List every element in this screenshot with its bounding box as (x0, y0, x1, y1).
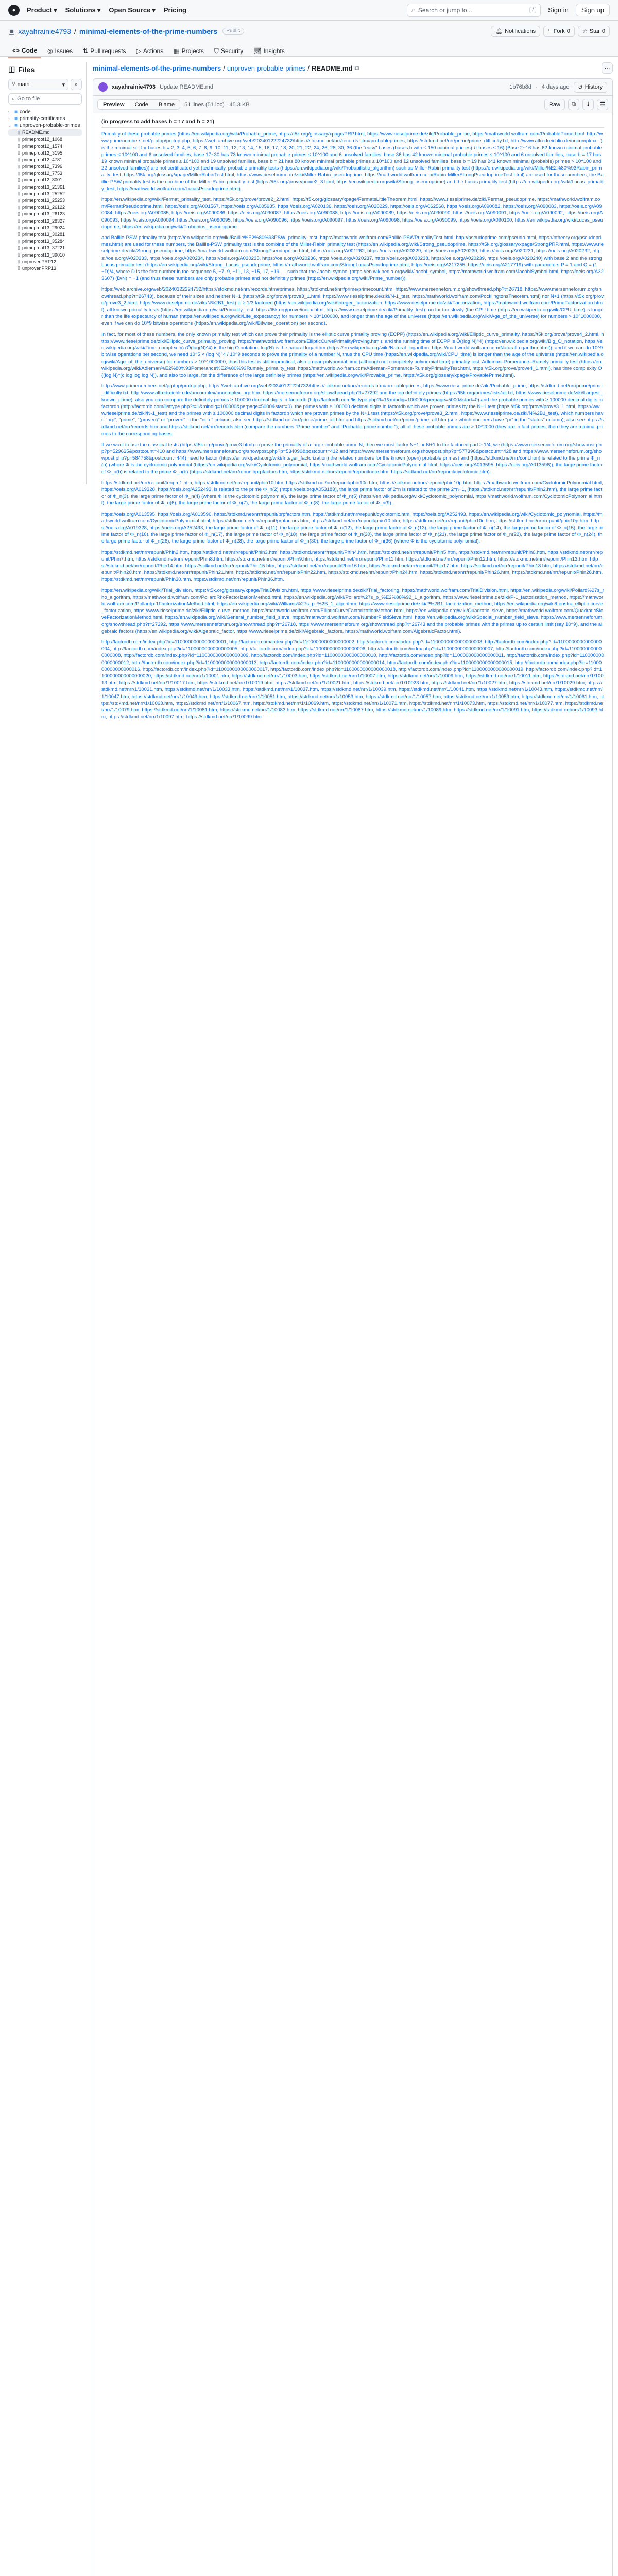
list-icon: ☰ (600, 101, 605, 108)
raw-button[interactable]: Raw (544, 99, 565, 110)
fork-count: 0 (566, 28, 570, 35)
star-label: Star (589, 28, 600, 35)
tree-item-label: primeproof12_1068 (22, 137, 63, 142)
tab-projects-label: Projects (181, 47, 204, 55)
readme-content (93, 113, 612, 2576)
tree-file[interactable] (8, 197, 82, 204)
repo-tabs (8, 44, 610, 58)
file-icon: ▯ (18, 197, 20, 203)
tab-pull-requests-label: Pull requests (90, 47, 126, 55)
tree-file[interactable] (8, 149, 82, 156)
history-button[interactable] (574, 82, 607, 93)
commit-author-link[interactable]: xayahrainie4793 (112, 84, 156, 90)
file-icon: ▯ (18, 177, 20, 182)
notifications-button[interactable] (491, 26, 540, 37)
sign-in-link[interactable]: Sign in (548, 6, 569, 14)
fork-button[interactable] (543, 26, 575, 37)
tree-item-label: primeproof13_35284 (22, 239, 65, 244)
breadcrumb-separator: / (223, 64, 225, 72)
sidebar-toggle-icon[interactable]: ◫ (8, 65, 15, 73)
fork-icon: ⑂ (548, 28, 552, 35)
github-logo-icon[interactable]: ● (8, 5, 20, 16)
nav-open-source-label: Open Source (109, 6, 151, 14)
readme-text-link[interactable]: If we want to use the classical tests (https://t5k.org/prove/prove3.html) to prove the primality of a large probable prime N, then we must factor N−1 or N+1 to the factored part ≥ 1/4, we (https://www.mersenneforum.org/showpost.php?p=529635&postcount=410 and https://www.mersenneforum.org/showpost.php?p=534090&postcount=412 and https://www.mersenneforum.org/showpost.php?p=577396&postcount=428 and https://www.mersenneforum.org/showpost.php?p=584758&postcount=444) need to factor (https://en.wikipedia.org/wiki/Integer_factorization) the related numbers for the known (open) probable primes) and (https://stdkmd.net/nrr/cont.htm) is related to the prime Φ_n(b) (where Φ is the cyclotomic polynomial (https://en.wikipedia.org/wiki/Cyclotomic_polynomial, https://mathworld.wolfram.com/CyclotomicPolynomial.html, https://oeis.org/A013595, https://oeis.org/A013596)), the large prime factor of Φ_n(b) is related to the prime Φ_n(b) (https://stdkmd.net/nrr/repunit/prpfactors.htm, https://stdkmd.net/nrr/repunit/repunitnote.htm, https://stdkmd.net/nrr/repunit/cyclotomic.htm). (101, 442, 603, 475)
nav-product-label: Product (27, 6, 53, 14)
nav-open-source[interactable] (109, 6, 155, 14)
repo-title-row (8, 26, 610, 37)
readme-paragraph (101, 549, 604, 583)
readme-heading: (in progress to add bases b = 17 and b = 21) (101, 118, 604, 128)
breadcrumb-folder[interactable]: unproven-probable-primes (227, 64, 306, 72)
tree-item-label: primeproof13_28327 (22, 218, 65, 224)
main-content (93, 62, 613, 2576)
tree-item-label: primality-certificates (20, 116, 65, 122)
readme-text-link[interactable]: http://factordb.com/index.php?id=1100000000000000001, http://factordb.com/index.php?id=1100000000000000002, http://factordb.com/index.php?id=1100000000000000003, http://factordb.com/index.php?id=1100000000000000004, http://factordb.com/index.php?id=1100000000000000005, http://factordb.com/index.php?id=1100000000000000006, http://factordb.com/index.php?id=1100000000000000007, http://factordb.com/index.php?id=1100000000000000008, http://factordb.com/index.php?id=1100000000000000009, http://factordb.com/index.php?id=1100000000000000010, http://factordb.com/index.php?id=1100000000000000011, http://factordb.com/index.php?id=1100000000000000012, http://factordb.com/index.php?id=1100000000000000013, http://factordb.com/index.php?id=1100000000000000014, http://factordb.com/index.php?id=1100000000000000015, http://factordb.com/index.php?id=1100000000000000016, http://factordb.com/index.php?id=1100000000000000017, http://factordb.com/index.php?id=1100000000000000018, http://factordb.com/index.php?id=1100000000000000019, http://factordb.com/index.php?id=1100000000000000020, https://stdkmd.net/nrr/1/10001.htm, https://stdkmd.net/nrr/1/10003.htm, https://stdkmd.net/nrr/1/10007.htm, https://stdkmd.net/nrr/1/10009.htm, https://stdkmd.net/nrr/1/10011.htm, https://stdkmd.net/nrr/1/10013.htm, https://stdkmd.net/nrr/1/10017.htm, https://stdkmd.net/nrr/1/10019.htm, https://stdkmd.net/nrr/1/10021.htm, https://stdkmd.net/nrr/1/10023.htm, https://stdkmd.net/nrr/1/10027.htm, https://stdkmd.net/nrr/1/10029.htm, https://stdkmd.net/nrr/1/10031.htm, https://stdkmd.net/nrr/1/10033.htm, https://stdkmd.net/nrr/1/10037.htm, https://stdkmd.net/nrr/1/10039.htm, https://stdkmd.net/nrr/1/10041.htm, https://stdkmd.net/nrr/1/10043.htm, https://stdkmd.net/nrr/1/10047.htm, https://stdkmd.net/nrr/1/10049.htm, https://stdkmd.net/nrr/1/10051.htm, https://stdkmd.net/nrr/1/10053.htm, https://stdkmd.net/nrr/1/10057.htm, https://stdkmd.net/nrr/1/10059.htm, https://stdkmd.net/nrr/1/10061.htm, https://stdkmd.net/nrr/1/10063.htm, https://stdkmd.net/nrr/1/10067.htm, https://stdkmd.net/nrr/1/10069.htm, https://stdkmd.net/nrr/1/10071.htm, https://stdkmd.net/nrr/1/10073.htm, https://stdkmd.net/nrr/1/10077.htm, https://stdkmd.net/nrr/1/10079.htm, https://stdkmd.net/nrr/1/10081.htm, https://stdkmd.net/nrr/1/10083.htm, https://stdkmd.net/nrr/1/10087.htm, https://stdkmd.net/nrr/1/10089.htm, https://stdkmd.net/nrr/1/10091.htm, https://stdkmd.net/nrr/1/10093.htm, https://stdkmd.net/nrr/1/10097.htm, https://stdkmd.net/nrr/1/10099.htm. (101, 639, 604, 720)
file-icon: ▯ (18, 231, 20, 237)
go-to-file-placeholder: Go to file (17, 96, 40, 102)
tab-issues[interactable] (43, 44, 77, 58)
readme-text-link[interactable]: In fact, for most of these numbers, the only known primality test which can prove their primality is the elliptic curve primality proving (ECPP) (https://en.wikipedia.org/wiki/Elliptic_curve_primality, https://t5k.org/prove/prove4_2.html, https://www.rieselprime.de/ziki/Elliptic_curve_primality_proving, https://mathworld.wolfram.com/EllipticCurvePrimalityProving.html), and the running time of ECPP is Õ((log N)^4) (https://en.wikipedia.org/wiki/Big_O_notation, https://en.wikipedia.org/wiki/Time_complexity) (Õ(log(N)^4) is the big O notation, log(N) is the natural logarithm (https://en.wikipedia.org/wiki/Natural_logarithm, https://mathworld.wolfram.com/NaturalLogarithm.html)), and if we can do 10^9 bitwise operations per second, we need 10^5 × (log N)^4 / 10^9 seconds to prove the primality of a number N, thus the CPU time (https://en.wikipedia.org/wiki/CPU_time) is longer than the age of the universe (https://en.wikipedia.org/wiki/Age_of_the_universe) for numbers > 10^1000000, thus this test is still impractical, also a near-polynomial time (although not completely polynomial time) primality test, Adleman–Pomerance–Rumely primality test (https://en.wikipedia.org/wiki/Adleman%E2%80%93Pomerance%E2%80%93Rumely_primality_test, https://mathworld.wolfram.com/Adleman-Pomerance-RumelyPrimalityTest.html, https://t5k.org/prove/prove4_1.html), has time complexity O((log N)^(c log log log N)), and also too large, for the difference of the large definitely primes (https://en.wikipedia.org/wiki/Provable_prime, https://t5k.org/glossary/xpage/ProvablePrime.html). (101, 331, 604, 378)
branch-icon: ⑂ (12, 81, 15, 88)
readme-paragraph (101, 286, 604, 327)
branch-name: main (17, 81, 30, 88)
tree-file[interactable] (8, 143, 82, 149)
file-icon: ▯ (18, 238, 20, 244)
branch-row (8, 79, 82, 90)
code-tab[interactable]: Code (130, 100, 153, 109)
tree-file[interactable] (8, 204, 82, 211)
tree-item-label: primeproof13_25252 (22, 191, 65, 196)
search-files-button[interactable] (71, 79, 82, 90)
play-icon: ▷ (136, 47, 141, 55)
tab-security[interactable] (210, 44, 247, 58)
readme-paragraph (101, 587, 604, 635)
folder-open-icon: ■ (14, 123, 18, 129)
tree-item-label: unprovenPRP12 (22, 259, 56, 264)
file-tree (8, 109, 82, 272)
issue-icon: ◎ (47, 47, 53, 55)
nav-product[interactable] (27, 6, 57, 14)
bell-icon: 🔔︎ (495, 28, 503, 35)
commit-meta (509, 82, 607, 93)
readme-text-link[interactable]: https://en.wikipedia.org/wiki/Trial_division, https://t5k.org/glossary/xpage/TrialDivision.html, https://www.rieselprime.de/ziki/Trial_factoring, https://mathworld.wolfram.com/TrialDivision.html, https://en.wikipedia.org/wiki/Pollard%27s_rho_algorithm, https://mathworld.wolfram.com/PollardRhoFactorizationMethod.html, https://en.wikipedia.org/wiki/Pollard%27s_p_%E2%88%92_1_algorithm, https://www.rieselprime.de/ziki/P-1_factorization_method, https://mathworld.wolfram.com/Pollardp-1FactorizationMethod.html, https://en.wikipedia.org/wiki/Williams%27s_p_%2B_1_algorithm, https://www.rieselprime.de/ziki/P%2B1_factorization_method, https://en.wikipedia.org/wiki/Lenstra_elliptic-curve_factorization, https://www.rieselprime.de/ziki/Elliptic_curve_method, https://mathworld.wolfram.com/EllipticCurveFactorizationMethod.html, https://en.wikipedia.org/wiki/Quadratic_sieve, https://mathworld.wolfram.com/QuadraticSieveFactorizationMethod.html, https://en.wikipedia.org/wiki/General_number_field_sieve, https://mathworld.wolfram.com/NumberFieldSieve.html, https://en.wikipedia.org/wiki/Special_number_field_sieve, https://www.mersenneforum.org/showthread.php?t=27292, https://www.mersenneforum.org/showthread.php?t=26718, https://www.mersenneforum.org/showthread.php?t=26743 and the probable primes with the primes up to certain limit (say 10^9), and the algebraic factors (https://en.wikipedia.org/wiki/Algebraic_factor, https://www.rieselprime.de/ziki/Algebraic_factors, https://mathworld.wolfram.com/AlgebraicFactor.html). (101, 587, 604, 634)
sign-up-button[interactable]: Sign up (576, 4, 610, 16)
readme-text-link[interactable]: https://stdkmd.net/nrr/repunit/Phin2.htm, https://stdkmd.net/nrr/repunit/Phin3.htm, https://stdkmd.net/nrr/repunit/Phin4.htm, https://stdkmd.net/nrr/repunit/Phin5.htm, https://stdkmd.net/nrr/repunit/Phin6.htm, https://stdkmd.net/nrr/repunit/Phin7.htm, https://stdkmd.net/nrr/repunit/Phin8.htm, https://stdkmd.net/nrr/repunit/Phin9.htm, https://stdkmd.net/nrr/repunit/Phin11.htm, https://stdkmd.net/nrr/repunit/Phin12.htm, https://stdkmd.net/nrr/repunit/Phin13.htm, https://stdkmd.net/nrr/repunit/Phin14.htm, https://stdkmd.net/nrr/repunit/Phin15.htm, https://stdkmd.net/nrr/repunit/Phin16.htm, https://stdkmd.net/nrr/repunit/Phin17.htm, https://stdkmd.net/nrr/repunit/Phin18.htm, https://stdkmd.net/nrr/repunit/Phin20.htm, https://stdkmd.net/nrr/repunit/Phin21.htm, https://stdkmd.net/nrr/repunit/Phin22.htm, https://stdkmd.net/nrr/repunit/Phin24.htm, https://stdkmd.net/nrr/repunit/Phin26.htm, https://stdkmd.net/nrr/repunit/Phin28.htm, https://stdkmd.net/nrr/repunit/Phin30.htm, https://stdkmd.net/nrr/repunit/Phin36.htm. (101, 549, 603, 583)
chevron-down-icon: ▾ (62, 81, 65, 88)
files-header (8, 62, 82, 77)
readme-paragraph (101, 131, 604, 192)
copy-path-icon[interactable]: ⧉ (354, 64, 359, 72)
tree-dir-unproven-probable-primes[interactable] (8, 122, 82, 129)
tree-file[interactable] (8, 231, 82, 238)
readme-paragraph (101, 196, 604, 230)
tab-pull-requests[interactable] (79, 44, 130, 58)
file-icon: ▯ (18, 252, 20, 258)
tree-item-label: primeproof13_26122 (22, 205, 65, 210)
file-tree-sidebar (4, 62, 87, 484)
visibility-badge: Public (222, 28, 244, 35)
tree-item-label: primeproof13_21361 (22, 184, 65, 190)
graph-icon: 📈︎ (253, 47, 262, 55)
breadcrumb-current-file: README.md (311, 64, 353, 72)
tree-file[interactable] (8, 224, 82, 231)
tree-file[interactable] (8, 170, 82, 177)
repo-actions (491, 26, 610, 37)
tab-code[interactable] (8, 44, 41, 58)
search-icon: ⌕ (74, 81, 78, 88)
file-icon: ▯ (18, 150, 20, 156)
tree-item-label: unprovenPRP13 (22, 265, 56, 271)
tree-item-label: primeproof12_1574 (22, 143, 63, 149)
readme-text-link[interactable]: http://www.primenumbers.net/prptop/prptop.php, https://web.archive.org/web/20240122224732/https://stdkmd.net/nrr/records.htm#probableprimes, https://www.rieselprime.de/ziki/Probable_prime, https://stdkmd.net/nrr/prime/prime_difficulty.txt, http://www.alfredreichlin.de/uncomplex/uncomplex_prp.htm, https://mersenneforum.org/showthread.php?t=27292 and the top definitely primes (https://t5k.org/primes/lists/all.txt, https://www.rieselprime.de/ziki/Largest_known_prime), also you can compare the definitely primes ≥ 100000 decimal digits in factordb (http://factordb.com/listtype.php?t=1&mindig=100000&perpage=5000&start=0) and the probable primes with ≥ 100000 decimal digits in factordb (http://factordb.com/listtype.php?t=1&mindig=100000&perpage=5000&start=0), the primes with ≥ 100000 decimal digits in factordb which are proven primes by the N−1 test (https://t5k.org/prove/prove3_1.html, https://www.rieselprime.de/ziki/N-1_test) and the primes with ≥ 100000 decimal digits in factordb which are proven primes by the N+1 test (https://t5k.org/prove/prove3_2.html, https://www.rieselprime.de/ziki/N%2B1_test), which numbers have "prp", "prime", "(proven)" or "proven" in the "note" column, also see https://stdkmd.net/nrr/prime/prime_all.htm and https://stdkmd.net/nrr/prime/prime_all.htm (see which numbers have "pr" in the "status" column), also see https://stdkmd.net/nrr/records.htm and https://stdkmd.net/nrr/records.htm (compare the numbers "Prime number" and "Probable prime number"), all of these probable primes are > 10^2000 (they are in fact primes, then they are minimal primes to the corresponding bases. (101, 383, 604, 437)
tree-file[interactable] (8, 211, 82, 217)
tab-code-label: Code (22, 47, 38, 54)
tree-file[interactable] (8, 245, 82, 251)
readme-text-link[interactable]: https://stdkmd.net/nrr/repunit/tenpm1.htm, https://stdkmd.net/nrr/repunit/phin10.htm, https://stdkmd.net/nrr/repunit/phin10c.htm, https://stdkmd.net/nrr/repunit/phin10p.htm, https://mathworld.wolfram.com/CyclotomicPolynomial.html, https://oeis.org/A019328, https://oeis.org/A252493, is related to the prime Φ_n(2) (https://oeis.org/A053183), the large prime factor of 2^n is related to the prime 2^n−1, (https://stdkmd.net/nrr/repunit/Phin2.htm), the large prime factor of Φ_n(3), the large prime factor of Φ_n(4) (where Φ is the cyclotomic polynomial), the large prime factor of Φ_n(5) (https://en.wikipedia.org/wiki/Cyclotomic_polynomial, https://mathworld.wolfram.com/CyclotomicPolynomial.html), the large prime factor of Φ_n(6), the large prime factor of Φ_n(7), the large prime factor of Φ_n(8), the large prime factor of Φ_n(9). (101, 480, 603, 506)
repo-owner-link[interactable]: xayahrainie4793 (18, 27, 71, 36)
file-icon: ▯ (18, 259, 20, 264)
star-button[interactable] (578, 26, 610, 37)
commit-time: 4 days ago (541, 84, 570, 90)
global-search[interactable] (407, 4, 541, 17)
global-nav (27, 6, 186, 14)
tree-item-label: primeproof12_3195 (22, 150, 63, 156)
tab-projects[interactable] (169, 44, 208, 58)
tab-security-label: Security (220, 47, 244, 55)
repo-icon: ▣ (8, 27, 15, 35)
fork-label: Fork (553, 28, 565, 35)
blame-tab[interactable]: Blame (153, 100, 180, 109)
file-icon: ▯ (18, 211, 20, 216)
file-icon: ▯ (18, 143, 20, 149)
file-viewer (93, 96, 613, 2576)
readme-text-link[interactable]: https://en.wikipedia.org/wiki/Fermat_primality_test, https://t5k.org/prove/prove2_2.html, https://t5k.org/glossary/xpage/FermatsLittleTheorem.html, https://www.rieselprime.de/ziki/Fermat_pseudoprime, https://mathworld.wolfram.com/FermatPseudoprime.html, https://oeis.org/A001567, https://oeis.org/A005935, https://oeis.org/A020136, https://oeis.org/A020229, https://oeis.org/A062568, https://oeis.org/A090082, https://oeis.org/A090083, https://oeis.org/A090084, https://oeis.org/A090085, https://oeis.org/A090086, https://oeis.org/A090087, https://oeis.org/A090088, https://oeis.org/A090089, https://oeis.org/A090090, https://oeis.org/A090091, https://oeis.org/A090092, https://oeis.org/A090093, https://oeis.org/A090094, https://oeis.org/A090095, https://oeis.org/A090096, https://oeis.org/A090097, https://oeis.org/A090098, https://oeis.org/A090099, https://oeis.org/A090100, https://en.wikipedia.org/wiki/Lucas_pseudoprime, https://en.wikipedia.org/wiki/Frobenius_pseudoprime. (101, 197, 603, 230)
chevron-right-icon: › (8, 110, 10, 115)
path-separator: / (74, 27, 76, 36)
files-title: Files (18, 65, 35, 74)
readme-paragraph (101, 480, 604, 507)
tree-item-label: primeproof13_26123 (22, 211, 65, 217)
star-count: 0 (602, 28, 605, 35)
tree-file[interactable] (8, 258, 82, 265)
readme-paragraph (101, 234, 604, 282)
chevron-down-icon: ⌄ (8, 123, 12, 128)
tree-item-label: primeproof13_25253 (22, 198, 65, 204)
history-icon: ↺ (578, 84, 583, 91)
tab-actions-label: Actions (143, 47, 164, 55)
tree-file[interactable] (8, 183, 82, 190)
chevron-down-icon: ▾ (152, 6, 156, 14)
folder-icon: ■ (14, 109, 18, 115)
tree-file[interactable] (8, 136, 82, 143)
tree-item-label: primeproof13_37221 (22, 245, 65, 251)
shield-icon: ⛉ (214, 47, 219, 55)
nav-solutions[interactable] (65, 6, 101, 14)
tree-item-label: primeproof12_7753 (22, 171, 63, 176)
tree-file[interactable] (8, 238, 82, 245)
breadcrumb (93, 62, 613, 74)
tab-issues-label: Issues (55, 47, 73, 55)
tree-file[interactable] (8, 265, 82, 272)
more-options-button[interactable] (602, 62, 613, 74)
readme-paragraph (101, 442, 604, 476)
file-icon: ▯ (18, 129, 20, 135)
tree-file-readme[interactable] (8, 129, 82, 136)
file-info: 51 lines (51 loc) · 45.3 KB (184, 101, 250, 108)
tree-file[interactable] (8, 251, 82, 258)
avatar[interactable] (98, 82, 108, 92)
tree-file[interactable] (8, 190, 82, 197)
chevron-down-icon: ▾ (97, 6, 101, 14)
readme-paragraph (101, 383, 604, 437)
chevron-right-icon: › (8, 116, 10, 122)
tree-item-label: primeproof12_8001 (22, 177, 63, 183)
file-icon: ▯ (18, 245, 20, 250)
tree-item-label: primeproof13_30281 (22, 231, 65, 237)
readme-paragraph (101, 639, 604, 720)
kebab-icon: ⋯ (604, 65, 610, 72)
tree-file[interactable] (8, 177, 82, 183)
download-button[interactable] (582, 99, 594, 110)
file-toolbar-actions (544, 99, 608, 110)
file-icon: ▯ (18, 136, 20, 142)
repo-header (0, 21, 618, 57)
tree-file[interactable] (8, 163, 82, 170)
readme-text-link[interactable]: and Baillie-PSW primality test (https://en.wikipedia.org/wiki/Baillie%E2%80%93PSW_primality_test, https://mathworld.wolfram.com/Baillie-PSWPrimalityTest.html, http://pseudoprime.com/pseudo.html, https://ntheory.org/pseudoprimes.html) are used for these numbers, the Baillie-PSW primality test is the combine of the Miller-Rabin primality test (https://en.wikipedia.org/wiki/Strong_pseudoprime, https://t5k.org/glossary/xpage/StrongPRP.html, https://www.rieselprime.de/ziki/Strong_pseudoprime, https://mathworld.wolfram.com/StrongPseudoprime.html, https://oeis.org/A001262, https://oeis.org/A020229, https://oeis.org/A020230, https://oeis.org/A020231, https://oeis.org/A020232, https://oeis.org/A020233, https://oeis.org/A020234, https://oeis.org/A020235, https://oeis.org/A020236, https://oeis.org/A020237, https://oeis.org/A020238, https://oeis.org/A020239, https://oeis.org/A020240) with base 2 and the strong Lucas primality test (https://en.wikipedia.org/wiki/Strong_Lucas_pseudoprime, https://mathworld.wolfram.com/StrongLucasPseudoprime.html, https://oeis.org/A217255, https://oeis.org/A217719) with parameters P = 1 and Q = (1−D)/4, where D is the first number in the sequence 5, −7, 9, −11, 13, −15, 17, −19, ... such that the Jacobi symbol (https://en.wikipedia.org/wiki/Jacobi_symbol, https://mathworld.wolfram.com/JacobiSymbol.html, https://oeis.org/A323607) (D/N) = −1 (and thus these numbers are only probable primes and not definitely primes (https://en.wikipedia.org/wiki/Prime_number)). (101, 235, 604, 282)
copy-icon: ⧉ (572, 101, 576, 107)
commit-separator: · (536, 84, 538, 90)
search-icon: ⌕ (411, 6, 415, 13)
code-icon: <> (12, 47, 20, 54)
file-toolbar (93, 96, 612, 113)
history-label: History (585, 84, 603, 90)
readme-paragraph (101, 331, 604, 379)
tree-item-label: primeproof13_39010 (22, 252, 65, 258)
breadcrumb-separator: / (307, 64, 310, 72)
repo-name-link[interactable]: minimal-elements-of-the-prime-numbers (79, 27, 218, 36)
tree-item-label: primeproof13_29024 (22, 225, 65, 230)
search-icon: ⌕ (12, 95, 15, 102)
download-icon: ⭳ (587, 101, 589, 107)
file-icon: ▯ (18, 191, 20, 196)
nav-pricing[interactable]: Pricing (163, 6, 186, 14)
tree-dir-primality-certificates[interactable] (8, 115, 82, 122)
preview-tab[interactable]: Preview (98, 100, 130, 109)
tab-actions[interactable] (132, 44, 168, 58)
commit-message-link[interactable]: Update README.md (160, 84, 213, 90)
global-header (0, 0, 618, 21)
pull-request-icon: ⇅ (83, 47, 89, 55)
readme-text-link[interactable]: https://web.archive.org/web/20240122224732/https://stdkmd.net/nrr/records.htm#primes, https://stdkmd.net/nrr/prime/primecount.htm, https://www.mersenneforum.org/showthread.php?t=26718, https://www.mersenneforum.org/showthread.php?t=26743), because of their sizes and neither N−1 (https://t5k.org/prove/prove3_1.html, https://www.rieselprime.de/ziki/N-1_test, https://mathworld.wolfram.com/PocklingtonsTheorem.html) nor N+1 (https://t5k.org/prove/prove3_2.html, https://www.rieselprime.de/ziki/N%2B1_test) is ≥ 1/3 factored (https://en.wikipedia.org/wiki/Integer_factorization, https://www.rieselprime.de/ziki/Factorization, https://mathworld.wolfram.com/PrimeFactorization.html), all known primality tests (https://en.wikipedia.org/wiki/Primality_test, https://t5k.org/prove/index.html, https://www.rieselprime.de/ziki/Primality_test) run far too slowly (the CPU time (https://en.wikipedia.org/wiki/CPU_time) is longer than the life expectancy of human (https://en.wikipedia.org/wiki/Life_expectancy) for numbers > 10^100000, and longer than the age of the universe (https://en.wikipedia.org/wiki/Age_of_the_universe) for numbers > 10^1000000, even if we can do 10^9 bitwise operations (https://en.wikipedia.org/wiki/Bitwise_operation) per second). (101, 286, 604, 327)
go-to-file-input[interactable] (8, 93, 82, 105)
file-icon: ▯ (18, 225, 20, 230)
folder-icon: ■ (14, 116, 18, 122)
file-icon: ▯ (18, 265, 20, 271)
file-icon: ▯ (18, 170, 20, 176)
file-icon: ▯ (18, 204, 20, 210)
file-icon: ▯ (18, 163, 20, 169)
tree-dir-code[interactable] (8, 109, 82, 115)
view-mode-toggle (97, 99, 180, 110)
tree-item-label: unproven-probable-primes (20, 123, 80, 129)
copy-raw-button[interactable] (568, 99, 579, 110)
nav-solutions-label: Solutions (65, 6, 96, 14)
commit-hash-link[interactable]: 1b76b8d (509, 84, 532, 90)
tree-item-label: README.md (22, 130, 50, 135)
file-icon: ▯ (18, 218, 20, 224)
file-icon: ▯ (18, 157, 20, 162)
branch-selector[interactable] (8, 79, 68, 90)
star-icon: ☆ (582, 28, 588, 35)
notifications-label: Notifications (505, 28, 536, 35)
outline-button[interactable] (597, 99, 608, 110)
file-icon: ▯ (18, 184, 20, 190)
tree-item-label: primeproof12_4781 (22, 157, 63, 162)
tab-insights[interactable] (249, 44, 289, 58)
breadcrumb-actions (602, 62, 613, 74)
readme-text-link[interactable]: https://oeis.org/A013595, https://oeis.org/A013596, https://stdkmd.net/nrr/repunit/prpfactors.htm, https://stdkmd.net/nrr/repunit/cyclotomic.htm, https://oeis.org/A252493, https://en.wikipedia.org/wiki/Cyclotomic_polynomial, https://mathworld.wolfram.com/CyclotomicPolynomial.html, https://stdkmd.net/nrr/repunit/prpfactors.htm, https://stdkmd.net/nrr/repunit/phin10.htm, https://stdkmd.net/nrr/repunit/phin10c.htm, https://stdkmd.net/nrr/repunit/phin10p.htm, https://oeis.org/A019328, https://oeis.org/A252493, the large prime factor of Φ_n(11), the large prime factor of Φ_n(12), the large prime factor of Φ_n(13), the large prime factor of Φ_n(14), the large prime factor of Φ_n(15), the large prime factor of Φ_n(16), the large prime factor of Φ_n(17), the large prime factor of Φ_n(18), the large prime factor of Φ_n(20), the large prime factor of Φ_n(21), the large prime factor of Φ_n(22), the large prime factor of Φ_n(24), the large prime factor of Φ_n(26), the large prime factor of Φ_n(28), the large prime factor of Φ_n(30), the large prime factor of Φ_n(36) (where Φ is the cyclotomic polynomial). (101, 511, 603, 545)
latest-commit-bar (93, 78, 613, 96)
tree-file[interactable] (8, 217, 82, 224)
readme-paragraph (101, 511, 604, 545)
tree-file[interactable] (8, 156, 82, 163)
breadcrumb-repo[interactable]: minimal-elements-of-the-prime-numbers (93, 64, 221, 72)
search-placeholder: Search or jump to... (418, 6, 472, 14)
readme-text-link[interactable]: Primality of these probable primes (https://en.wikipedia.org/wiki/Probable_prime, https://t5k.org/glossary/xpage/PRP.html, https://www.rieselprime.de/ziki/Probable_prime, https://mathworld.wolfram.com/ProbablePrime.html, http://www.primenumbers.net/prptop/prptop.php, https://web.archive.org/web/20240122224732/https://stdkmd.net/nrr/records.htm#probableprimes, https://stdkmd.net/nrr/prime/prime_difficulty.txt, http://www.alfredreichlin.de/uncomplex/...) is the minimal set for bases b = 2, 3, 4, 5, 6, 7, 8, 9, 10, 11, 12, 13, 14, 15, 16, 17, 18, 20, 21, 22, 24, 26, 28, 30, 36 (the "easy" bases (bases b with ≤ 150 minimal primes) ∪ bases ≤ 16) (Base 2~16 has 62 known minimal probable primes ≤ 10^100 and 6 unsolved families, base 17~30 has 73 known minimal probable primes ≤ 10^100 and 6 unsolved families, base 36 has 42 known minimal probable primes ≤ 10^100 and 6 unsolved families, base b = 17 has 19 known minimal probable primes ≤ 10^100 and 19 unsolved families, base b = 21 has 80 known minimal probable primes ≤ 10^100 and 12 unsolved families, base b = 19 has 241 known minimal (probable) primes > 10^100 and 22 unsolved families)) are not certificated yet (technically, probable primality tests (https://en.wikipedia.org/wiki/Probabilistic_algorithm) such as Miller-Rabin primality test (https://en.wikipedia.org/wiki/Miller%E2%80%93Rabin_primality_test, https://t5k.org/glossary/xpage/MillerRabinTest.html, https://www.rieselprime.de/ziki/Miller-Rabin_pseudoprime, https://mathworld.wolfram.com/Rabin-MillerStrongPseudoprimeTest.html) are used for these numbers, the Baillie-PSW primality test is the combine of the Miller-Rabin primality test (https://t5k.org/prove/prove2_3.html, https://en.wikipedia.org/wiki/Strong_pseudoprime) and the Lucas primality test (https://en.wikipedia.org/wiki/Lucas_primality_test, https://mathworld.wolfram.com/LucasPseudoprime.html). (101, 131, 604, 192)
tree-item-label: primeproof12_7396 (22, 164, 63, 170)
table-icon: ▦ (174, 47, 180, 55)
chevron-down-icon: ▾ (54, 6, 57, 14)
tree-item-label: code (20, 109, 31, 115)
tab-insights-label: Insights (263, 47, 285, 55)
search-shortcut-key: / (529, 7, 536, 13)
